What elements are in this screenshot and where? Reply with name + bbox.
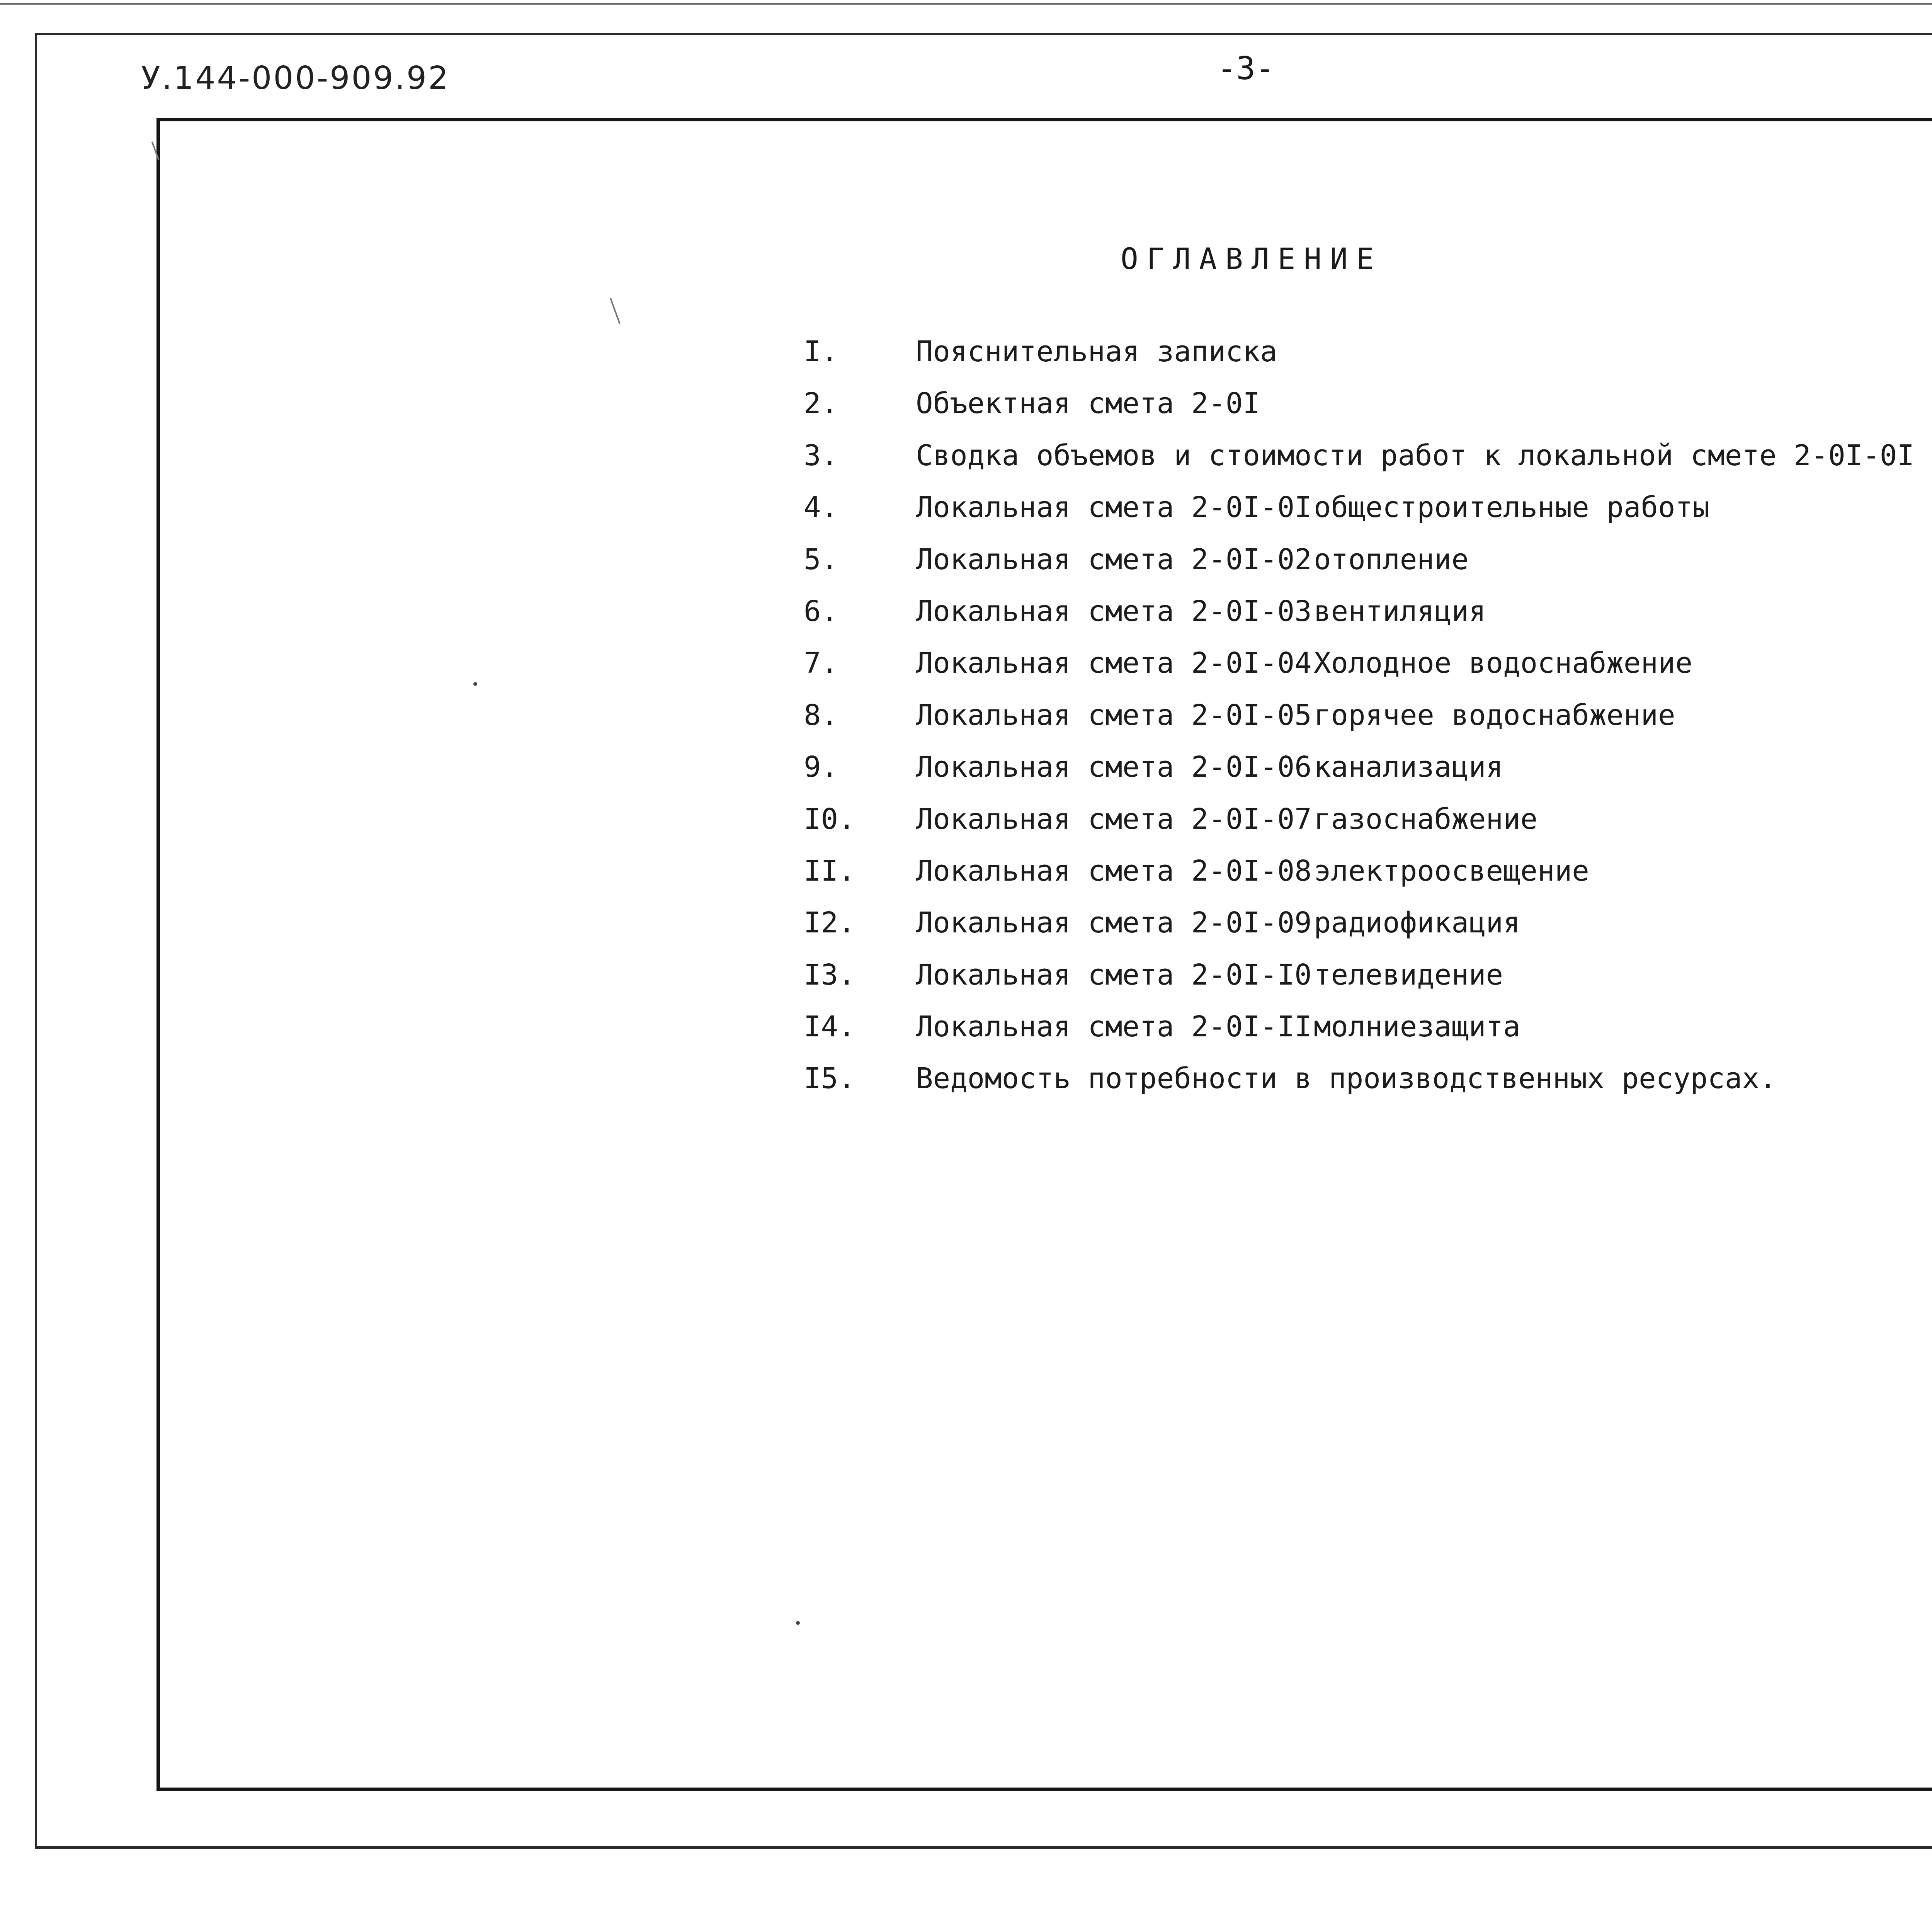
toc-item-number: 4.	[804, 491, 838, 524]
toc-item-section: радиофикация	[1314, 906, 1520, 940]
toc-item-number: I.	[804, 335, 838, 368]
toc-item-number: 9.	[804, 750, 838, 784]
toc-item-number: 8.	[804, 698, 838, 732]
toc-item-number: I3.	[804, 958, 855, 992]
toc-item-number: I4.	[804, 1010, 855, 1044]
toc-item-title: Локальная смета 2-0I-0I	[916, 491, 1312, 524]
scan-speck	[796, 1621, 800, 1625]
toc-item-section: горячее водоснабжение	[1314, 698, 1675, 732]
toc-title: ОГЛАВЛЕНИЕ	[1121, 242, 1383, 276]
toc-item-title: Локальная смета 2-0I-06	[916, 750, 1312, 784]
toc-item-number: 3.	[804, 439, 838, 472]
toc-item-number: 6.	[804, 594, 838, 628]
toc-item-title: Пояснительная записка	[916, 335, 1277, 368]
toc-item-section: Холодное водоснабжение	[1314, 646, 1693, 680]
document-code: У.144-000-909.92	[141, 60, 450, 97]
toc-item-title: Локальная смета 2-0I-04	[916, 646, 1312, 680]
toc-item-title: Объектная смета 2-0I	[916, 387, 1260, 420]
toc-item-section: отопление	[1314, 543, 1469, 576]
toc-item-title: Локальная смета 2-0I-07	[916, 802, 1312, 836]
toc-item-title: Локальная смета 2-0I-I0	[916, 958, 1312, 992]
toc-item-title: Сводка объемов и стоимости работ к локальной смете 2-0I-0I	[916, 439, 1915, 472]
toc-item-number: I0.	[804, 802, 855, 836]
toc-item-number: 5.	[804, 543, 838, 576]
toc-item-title: Локальная смета 2-0I-03	[916, 594, 1312, 628]
toc-item-section: электроосвещение	[1314, 854, 1589, 888]
toc-item-title: Локальная смета 2-0I-08	[916, 854, 1312, 888]
toc-item-title: Ведомость потребности в производственных ресурсах.	[916, 1062, 1777, 1095]
toc-item-title: Локальная смета 2-0I-05	[916, 698, 1312, 732]
page-number: -3-	[1217, 50, 1275, 87]
toc-item-title: Локальная смета 2-0I-II	[916, 1010, 1312, 1044]
toc-item-number: I2.	[804, 906, 855, 940]
scan-speck	[473, 682, 477, 686]
toc-item-section: газоснабжение	[1314, 802, 1538, 836]
toc-item-section: телевидение	[1314, 958, 1503, 992]
toc-item-section: общестроительные работы	[1314, 491, 1710, 524]
toc-item-number: 7.	[804, 646, 838, 680]
toc-item-section: молниезащита	[1314, 1010, 1520, 1044]
toc-item-number: 2.	[804, 387, 838, 420]
toc-item-number: I5.	[804, 1062, 855, 1095]
toc-item-section: вентиляция	[1314, 594, 1486, 628]
toc-item-title: Локальная смета 2-0I-02	[916, 543, 1312, 576]
top-edge-rule	[0, 3, 1932, 5]
toc-item-section: канализация	[1314, 750, 1503, 784]
toc-item-title: Локальная смета 2-0I-09	[916, 906, 1312, 940]
toc-item-number: II.	[804, 854, 855, 888]
